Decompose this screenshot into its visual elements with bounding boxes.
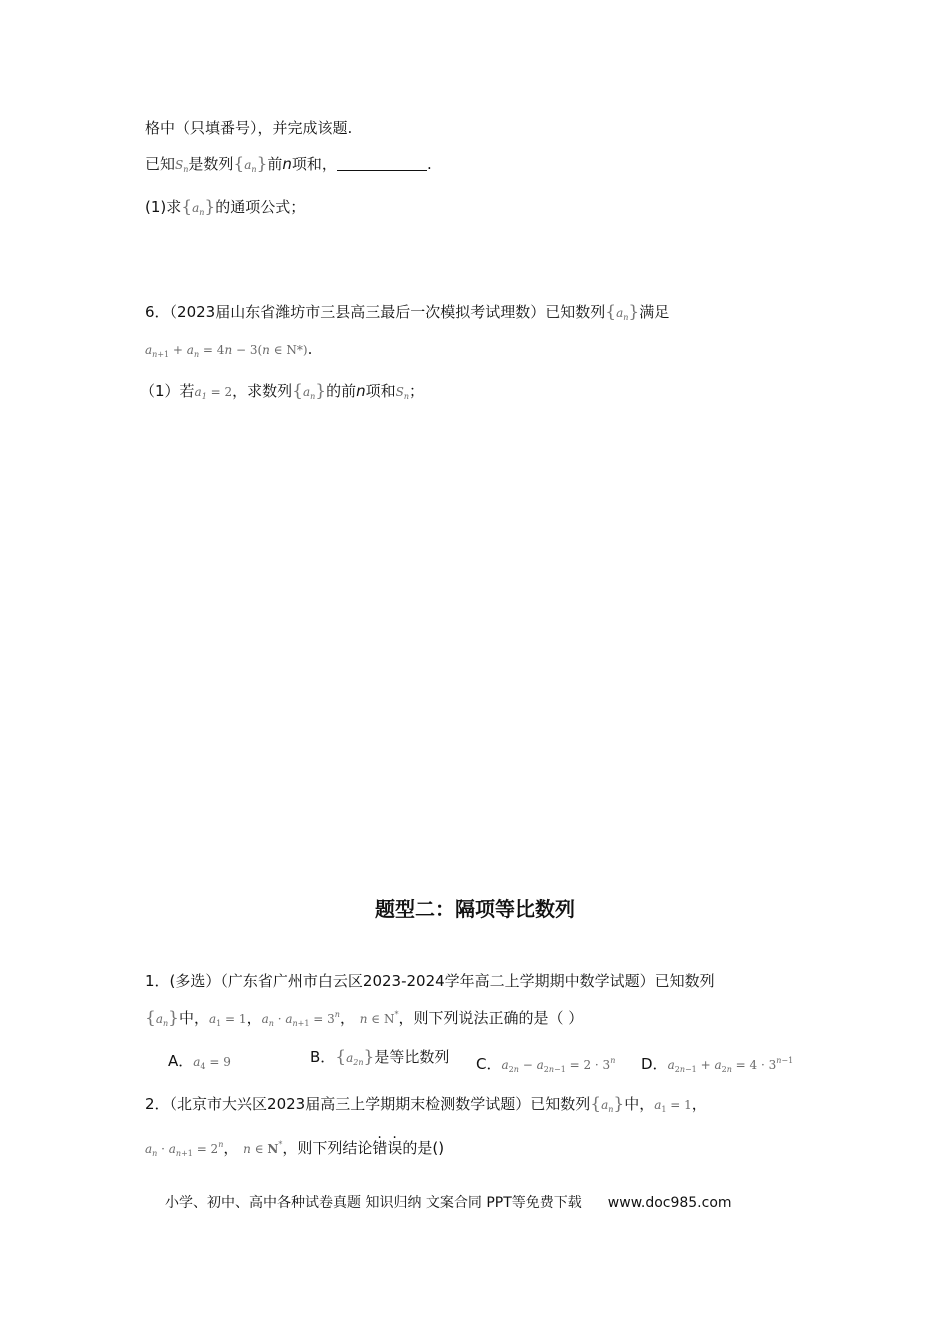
- text: n: [356, 382, 366, 400]
- math-an: $a_n$: [192, 201, 205, 217]
- question-2-line2: [145, 1134, 444, 1165]
- math-brace: {: [292, 381, 303, 401]
- math-eq: = 2: [206, 385, 233, 399]
- text-line: [145, 117, 352, 139]
- math: $a_4 = 9$: [193, 1055, 231, 1071]
- math-brace: }: [168, 1008, 179, 1028]
- text: 满足: [639, 303, 670, 321]
- option-label: C．: [476, 1055, 502, 1073]
- text: 2．（北京市大兴区2023届高三上学期期末检测数学试题）已知数列: [145, 1095, 591, 1113]
- math-an: $a_n$: [302, 385, 316, 401]
- text: ，则下列说法正确的是（ ）: [398, 1009, 584, 1027]
- text: ；: [409, 382, 425, 400]
- question-6-line1: [145, 301, 669, 329]
- footer-url[interactable]: www.doc985.com: [607, 1195, 732, 1211]
- option-d: [641, 1050, 793, 1081]
- math-brace: {: [335, 1047, 347, 1067]
- text: ，则下列结论: [282, 1139, 373, 1157]
- option-b: [310, 1046, 449, 1074]
- text: (1)求: [145, 198, 182, 216]
- math-Sn: $S_n$: [175, 158, 189, 174]
- math-brace: }: [256, 154, 268, 174]
- text: ，: [339, 1009, 355, 1027]
- math: $a_{2n}$: [346, 1051, 364, 1067]
- math-brace: }: [628, 302, 640, 322]
- math-product: $a_n \cdot a_{n+1} = 3^n$: [261, 1010, 340, 1028]
- emphasis-char: 误: [387, 1139, 403, 1157]
- math-equation: $a_{n+1} + a_n = 4n - 3(n$ ∈ N*): [145, 343, 308, 359]
- text: 中，: [178, 1009, 209, 1027]
- question-6-equation: $a_{n+1} + a_n = 4n - 3(n$ ∈ N*).: [145, 340, 313, 359]
- math: $a_{2n} - a_{2n-1} = 2 \cdot 3^n$: [501, 1056, 616, 1074]
- math-an: $a_n$: [244, 158, 257, 174]
- text: 的前: [326, 382, 357, 400]
- option-label: D．: [641, 1055, 668, 1073]
- math-a1: $a_1$: [194, 385, 207, 401]
- fill-blank: [337, 155, 427, 171]
- section-heading: 题型二：隔项等比数列: [375, 897, 575, 921]
- text-line: [145, 196, 305, 224]
- math-product: $a_n \cdot a_{n+1} = 2^n$: [145, 1140, 224, 1158]
- text: 前: [267, 155, 283, 173]
- text: ，求数列: [232, 382, 293, 400]
- math-a1-eq: $a_1 = 1$: [654, 1098, 692, 1114]
- math-a1-eq: $a_1 = 1$: [208, 1012, 247, 1028]
- page-footer: [165, 1192, 732, 1212]
- math-brace: {: [181, 197, 193, 217]
- text-line: [145, 153, 432, 181]
- math-brace: {: [590, 1094, 602, 1114]
- math-an: $a_n$: [616, 306, 629, 322]
- text: 已知: [145, 155, 176, 173]
- math-n-domain: n ∈ N*: [359, 1010, 399, 1026]
- emphasis-char: 错: [372, 1139, 388, 1157]
- text: 1．(多选）（广东省广州市白云区2023-2024学年高二上学期期中数学试题）已知数列: [145, 972, 715, 990]
- text: ，: [691, 1095, 707, 1113]
- math-brace: }: [363, 1047, 375, 1067]
- math-brace: {: [605, 302, 617, 322]
- text: （1）若: [140, 382, 195, 400]
- text: 中，: [624, 1095, 655, 1113]
- math-n-domain: n ∈ N*: [243, 1140, 283, 1156]
- text: 6．（2023届山东省潍坊市三县高三最后一次模拟考试理数）已知数列: [145, 303, 606, 321]
- text: 项和: [365, 382, 396, 400]
- footer-text: 小学、初中、高中各种试卷真题 知识归纳 文案合同 PPT等免费下载: [165, 1195, 582, 1211]
- math-brace: {: [233, 154, 245, 174]
- math-brace: }: [204, 197, 216, 217]
- question-1-line1: [145, 970, 715, 992]
- text: 的通项公式；: [215, 198, 306, 216]
- text: ，: [223, 1139, 239, 1157]
- math-brace: }: [315, 381, 327, 401]
- text: 是数列: [188, 155, 234, 173]
- option-label: A．: [168, 1052, 194, 1070]
- text: 格中（只填番号），并完成该题.: [145, 119, 353, 137]
- math-an: $a_n$: [155, 1012, 169, 1028]
- option-a: [168, 1050, 231, 1078]
- question-2-line1: [145, 1093, 707, 1121]
- text: ，: [246, 1009, 262, 1027]
- math-Sn: $S_n$: [395, 385, 410, 401]
- text: n: [282, 155, 292, 173]
- text: 是等比数列: [374, 1048, 450, 1066]
- question-1-line2: [145, 1004, 583, 1035]
- option-label: B．: [310, 1048, 336, 1066]
- math: $a_{2n-1} + a_{2n} = 4 \cdot 3^{n-1}$: [667, 1056, 794, 1074]
- text: 的是(): [402, 1139, 445, 1157]
- question-6-part1: [140, 380, 424, 408]
- math-brace: }: [613, 1094, 625, 1114]
- math-brace: {: [145, 1008, 156, 1028]
- math-an: $a_n$: [601, 1098, 614, 1114]
- option-c: [476, 1050, 615, 1081]
- text: 项和，: [291, 155, 337, 173]
- text: .: [426, 155, 432, 173]
